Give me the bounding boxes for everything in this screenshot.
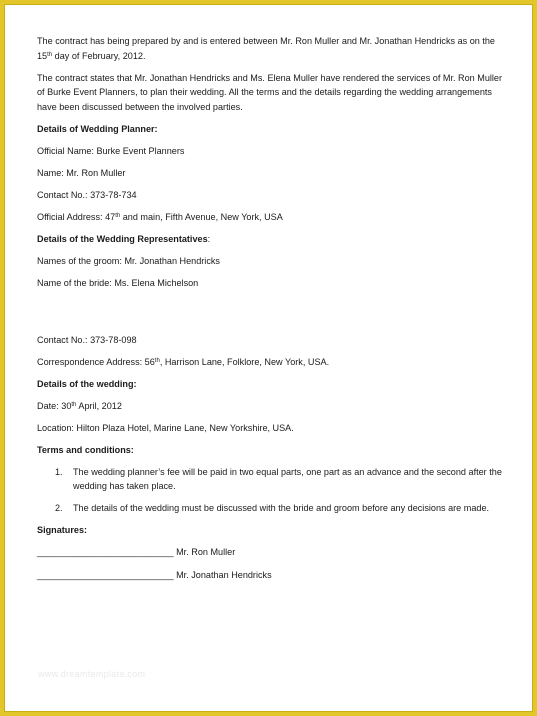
representatives-heading-colon: : [207, 233, 211, 244]
planner-address [37, 210, 507, 225]
planner-address-start: Official Address: 47 [37, 211, 116, 222]
planner-address-ordinal-suffix: th [115, 212, 121, 219]
correspondence-ordinal-suffix: th [154, 357, 160, 364]
wedding-date [37, 399, 507, 414]
wedding-heading: Details of the wedding: [37, 378, 137, 389]
groom-name: Names of the groom: Mr. Jonathan Hendricks [37, 255, 220, 266]
signature-name: Mr. Jonathan Hendricks [176, 570, 272, 581]
representatives-heading-line [37, 232, 507, 247]
contract-body [37, 34, 507, 591]
correspondence-address [37, 355, 507, 370]
planner-name: Name: Mr. Ron Muller [37, 167, 126, 178]
terms-item-text: The details of the wedding must be discussed with the bride and groom before any decisions are made. [73, 503, 490, 514]
planner-heading: Details of Wedding Planner: [37, 123, 158, 134]
planner-address-end: and main, Fifth Avenue, New York, USA [120, 211, 283, 222]
signature-blank: ___________________________ [37, 570, 174, 581]
signatures-heading: Signatures: [37, 525, 88, 536]
planner-official-name: Official Name: Burke Event Planners [37, 145, 185, 156]
intro-ordinal-suffix: th [47, 51, 53, 58]
correspondence-address-end: , Harrison Lane, Folklore, New York, USA. [159, 356, 330, 367]
signature-blank: ___________________________ [37, 547, 174, 558]
representatives-contact: Contact No.: 373-78-098 [37, 334, 137, 345]
signature-name: Mr. Ron Muller [176, 547, 236, 558]
wedding-date-start: Date: 30 [37, 400, 72, 411]
signature-line-ron-muller [37, 545, 507, 560]
terms-list [37, 465, 507, 516]
terms-item-text: The wedding planner’s fee will be paid in two equal parts, one part as an advance and the second after the wedding has taken place. [73, 466, 502, 492]
terms-item [37, 465, 507, 494]
wedding-location: Location: Hilton Plaza Hotel, Marine Lane, New Yorkshire, USA. [37, 422, 294, 433]
intro-paragraph [37, 34, 507, 63]
planner-contact: Contact No.: 373-78-734 [37, 189, 137, 200]
intro-text-end: day of February, 2012. [52, 50, 146, 61]
representatives-heading: Details of the Wedding Representatives [37, 233, 208, 244]
terms-heading: Terms and conditions: [37, 444, 134, 455]
terms-item-number: 1. [55, 466, 63, 477]
intro-text-start: The contract has being prepared by and is entered between Mr. Ron Muller and Mr. Jonathan Hendricks as on the 15 [37, 36, 495, 61]
terms-item [37, 501, 507, 516]
signature-line-jonathan-hendricks [37, 568, 507, 583]
bride-name: Name of the bride: Ms. Elena Michelson [37, 277, 199, 288]
blank-spacer [37, 298, 507, 333]
wedding-date-ordinal-suffix: th [71, 401, 77, 408]
terms-item-number: 2. [55, 503, 63, 514]
statement-paragraph: The contract states that Mr. Jonathan Hendricks and Ms. Elena Muller have rendered the services of Mr. Ron Muller of Burke Event Planners, to plan their wedding. All the terms and the details regarding the wedding arrangements have been discussed between the involved parties. [37, 72, 503, 112]
wedding-date-end: April, 2012 [76, 400, 122, 411]
watermark-text: www.dreamtemplate.com [38, 669, 146, 679]
correspondence-address-start: Correspondence Address: 56 [37, 356, 155, 367]
